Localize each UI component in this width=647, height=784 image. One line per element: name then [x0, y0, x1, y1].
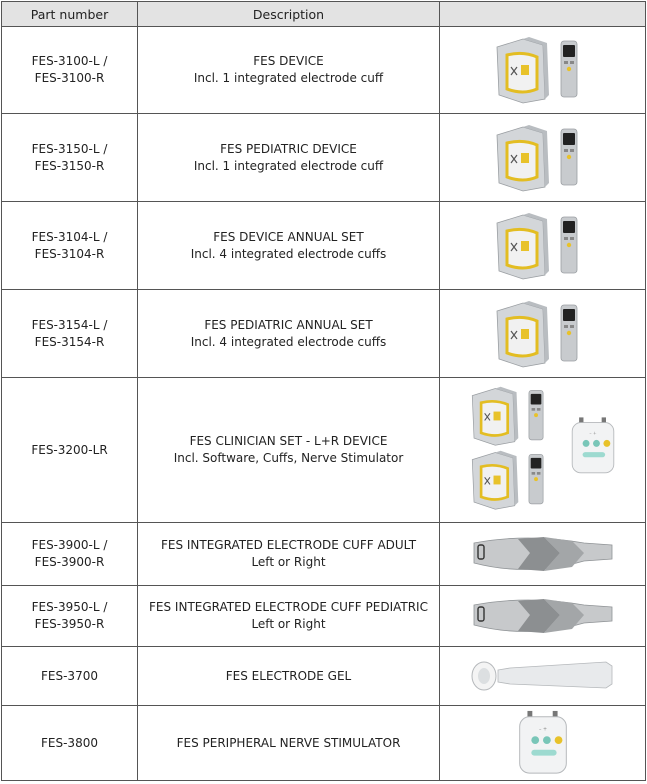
part-number-line: FES-3104-R — [34, 246, 105, 261]
part-number-cell — [2, 586, 138, 647]
header-image — [440, 2, 646, 27]
gel-tube-icon — [468, 656, 618, 696]
table-row — [2, 706, 646, 781]
description-title: FES PEDIATRIC DEVICE — [220, 141, 357, 156]
part-number-line: FES-3154-L / — [31, 317, 108, 332]
description-detail: Left or Right — [251, 555, 326, 569]
device-with-cuff-and-remote-icon — [493, 123, 593, 193]
table-row — [2, 290, 646, 378]
device-with-cuff-and-remote-icon — [493, 299, 593, 369]
part-number-line: FES-3104-L / — [31, 229, 108, 244]
part-number-cell — [2, 378, 138, 523]
part-number-line: FES-3950-R — [34, 617, 105, 631]
description-title: FES ELECTRODE GEL — [225, 668, 352, 683]
table-row — [2, 114, 646, 202]
image-cell — [440, 202, 646, 290]
part-number-line: FES-3100-R — [34, 71, 105, 85]
part-number-cell — [2, 290, 138, 378]
table-row — [2, 202, 646, 290]
description-cell — [138, 378, 440, 523]
description-cell — [138, 27, 440, 114]
description-detail: Incl. 1 integrated electrode cuff — [193, 71, 384, 85]
table-row — [2, 523, 646, 586]
part-number-line: FES-3900-L / — [31, 538, 108, 552]
description-cell — [138, 202, 440, 290]
image-cell — [440, 114, 646, 202]
part-number-line: FES-3200-LR — [31, 442, 108, 457]
description-cell — [138, 706, 440, 781]
description-title: FES PEDIATRIC ANNUAL SET — [204, 317, 373, 332]
part-number-line: FES-3800 — [41, 735, 98, 750]
description-title: FES CLINICIAN SET - L+R DEVICE — [189, 434, 388, 448]
electrode-cuff-icon — [468, 591, 618, 641]
clinician-set-icon — [463, 385, 623, 515]
header-part-number: Part number — [2, 2, 138, 27]
part-number-line: FES-3154-R — [34, 334, 105, 349]
table-row — [2, 647, 646, 706]
image-cell — [440, 586, 646, 647]
description-cell — [138, 114, 440, 202]
description-detail: Left or Right — [251, 617, 326, 631]
description-detail: Incl. Software, Cuffs, Nerve Stimulator — [173, 451, 404, 465]
electrode-cuff-icon — [468, 529, 618, 579]
description-title: FES DEVICE — [253, 54, 324, 68]
part-number-line: FES-3950-L / — [31, 600, 108, 614]
part-number-line: FES-3150-L / — [31, 141, 108, 156]
part-number-cell — [2, 114, 138, 202]
table-row — [2, 27, 646, 114]
image-cell — [440, 647, 646, 706]
description-detail: Incl. 4 integrated electrode cuffs — [190, 334, 387, 349]
part-number-line: FES-3900-R — [34, 555, 105, 569]
parts-table — [1, 1, 646, 781]
part-number-line: FES-3700 — [41, 668, 98, 683]
description-title: FES INTEGRATED ELECTRODE CUFF ADULT — [160, 538, 417, 552]
description-title: FES INTEGRATED ELECTRODE CUFF PEDIATRIC — [149, 600, 428, 614]
part-number-cell — [2, 27, 138, 114]
description-cell — [138, 523, 440, 586]
part-number-cell — [2, 647, 138, 706]
description-title: FES PERIPHERAL NERVE STIMULATOR — [176, 735, 401, 750]
device-with-cuff-and-remote-icon — [493, 211, 593, 281]
device-with-cuff-and-remote-icon — [493, 35, 593, 105]
image-cell — [440, 706, 646, 781]
image-cell — [440, 27, 646, 114]
image-cell — [440, 523, 646, 586]
description-cell — [138, 647, 440, 706]
description-detail: Incl. 4 integrated electrode cuffs — [190, 246, 387, 261]
table-row — [2, 586, 646, 647]
header-description: Description — [138, 2, 440, 27]
description-detail: Incl. 1 integrated electrode cuff — [193, 158, 384, 173]
description-title: FES DEVICE ANNUAL SET — [213, 229, 364, 244]
header-row — [2, 2, 646, 27]
part-number-line: FES-3100-L / — [31, 54, 108, 68]
image-cell — [440, 378, 646, 523]
part-number-cell — [2, 523, 138, 586]
part-number-cell — [2, 706, 138, 781]
nerve-stimulator-icon — [513, 709, 573, 777]
part-number-line: FES-3150-R — [34, 158, 105, 173]
table-row — [2, 378, 646, 523]
image-cell — [440, 290, 646, 378]
part-number-cell — [2, 202, 138, 290]
description-cell — [138, 290, 440, 378]
description-cell — [138, 586, 440, 647]
